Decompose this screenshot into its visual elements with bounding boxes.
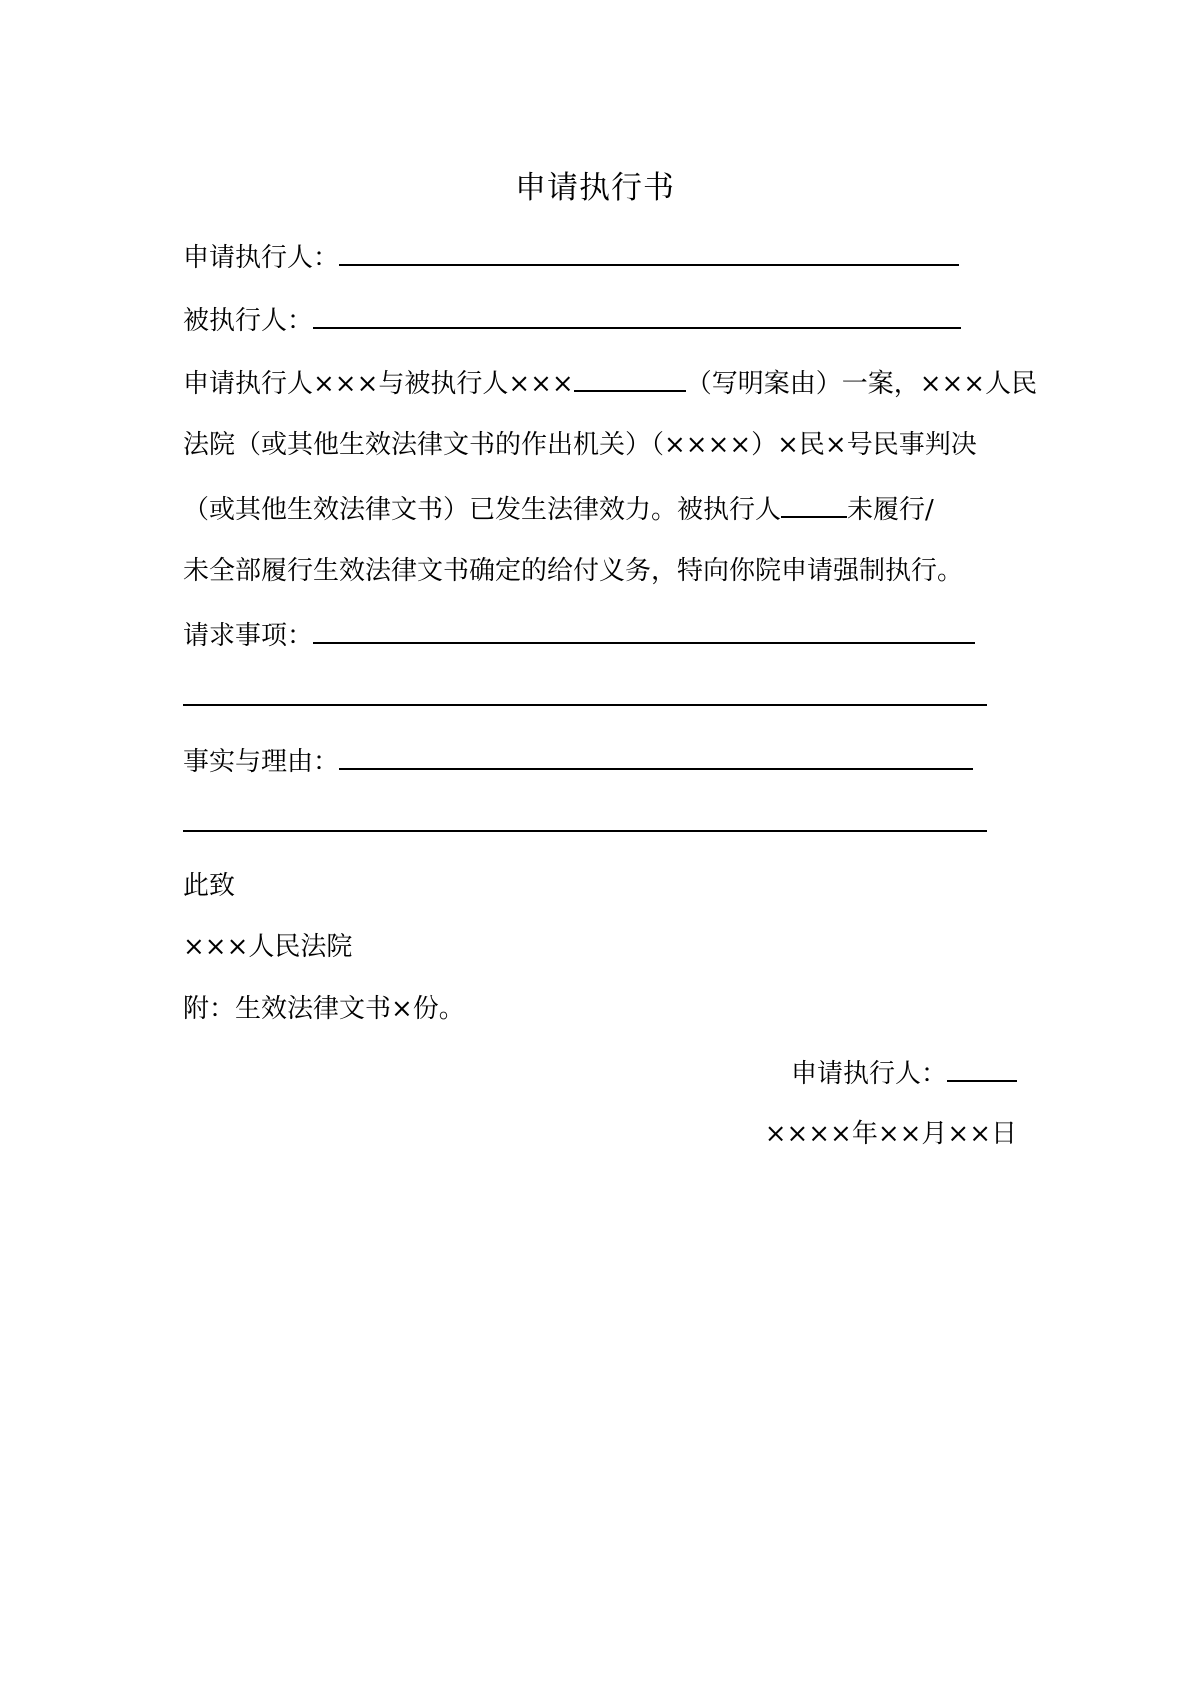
- body-line-1: [183, 364, 1037, 402]
- requests-line: [183, 616, 975, 654]
- body-text-2: 法院（或其他生效法律文书的作出机关）（××××）×民×号民事判决: [183, 430, 977, 460]
- case-cause-blank[interactable]: [574, 364, 686, 392]
- body-text-1a: 申请执行人×××与被执行人×××: [183, 369, 574, 399]
- facts-blank[interactable]: [339, 742, 973, 770]
- body-line-2: [183, 427, 977, 463]
- signature-blank[interactable]: [947, 1054, 1017, 1082]
- requests-label: 请求事项：: [183, 621, 314, 651]
- body-text-3a: （或其他生效法律文书）已发生法律效力。被执行人: [183, 495, 782, 525]
- applicant-blank[interactable]: [339, 238, 959, 266]
- facts-line: [183, 742, 973, 780]
- body-line-3: [183, 490, 934, 528]
- facts-label: 事实与理由：: [183, 747, 340, 777]
- respondent-name-blank[interactable]: [781, 490, 847, 518]
- facts-continuation-rule[interactable]: [183, 830, 987, 832]
- requests-blank[interactable]: [313, 616, 975, 644]
- attachment-note: 附：生效法律文书×份。: [183, 994, 465, 1024]
- signature-date: ××××年××月××日: [764, 1119, 1017, 1149]
- applicant-label: 申请执行人：: [183, 243, 340, 273]
- respondent-label: 被执行人：: [183, 306, 314, 336]
- respondent-line: [183, 301, 961, 339]
- signature-label: 申请执行人：: [790, 1059, 947, 1089]
- salutation: 此致: [183, 871, 236, 901]
- body-text-4: 未全部履行生效法律文书确定的给付义务，特向你院申请强制执行。: [183, 556, 964, 586]
- court-name: ×××人民法院: [183, 932, 353, 962]
- signature-line: [791, 1054, 1017, 1092]
- requests-continuation-rule[interactable]: [183, 704, 987, 706]
- respondent-blank[interactable]: [313, 301, 961, 329]
- body-line-4: [183, 553, 963, 589]
- body-text-1b: （写明案由）一案，×××人民: [685, 369, 1038, 399]
- document-title: 申请执行书: [515, 170, 675, 206]
- applicant-line: [183, 238, 959, 276]
- body-text-3b: 未履行/: [847, 495, 934, 525]
